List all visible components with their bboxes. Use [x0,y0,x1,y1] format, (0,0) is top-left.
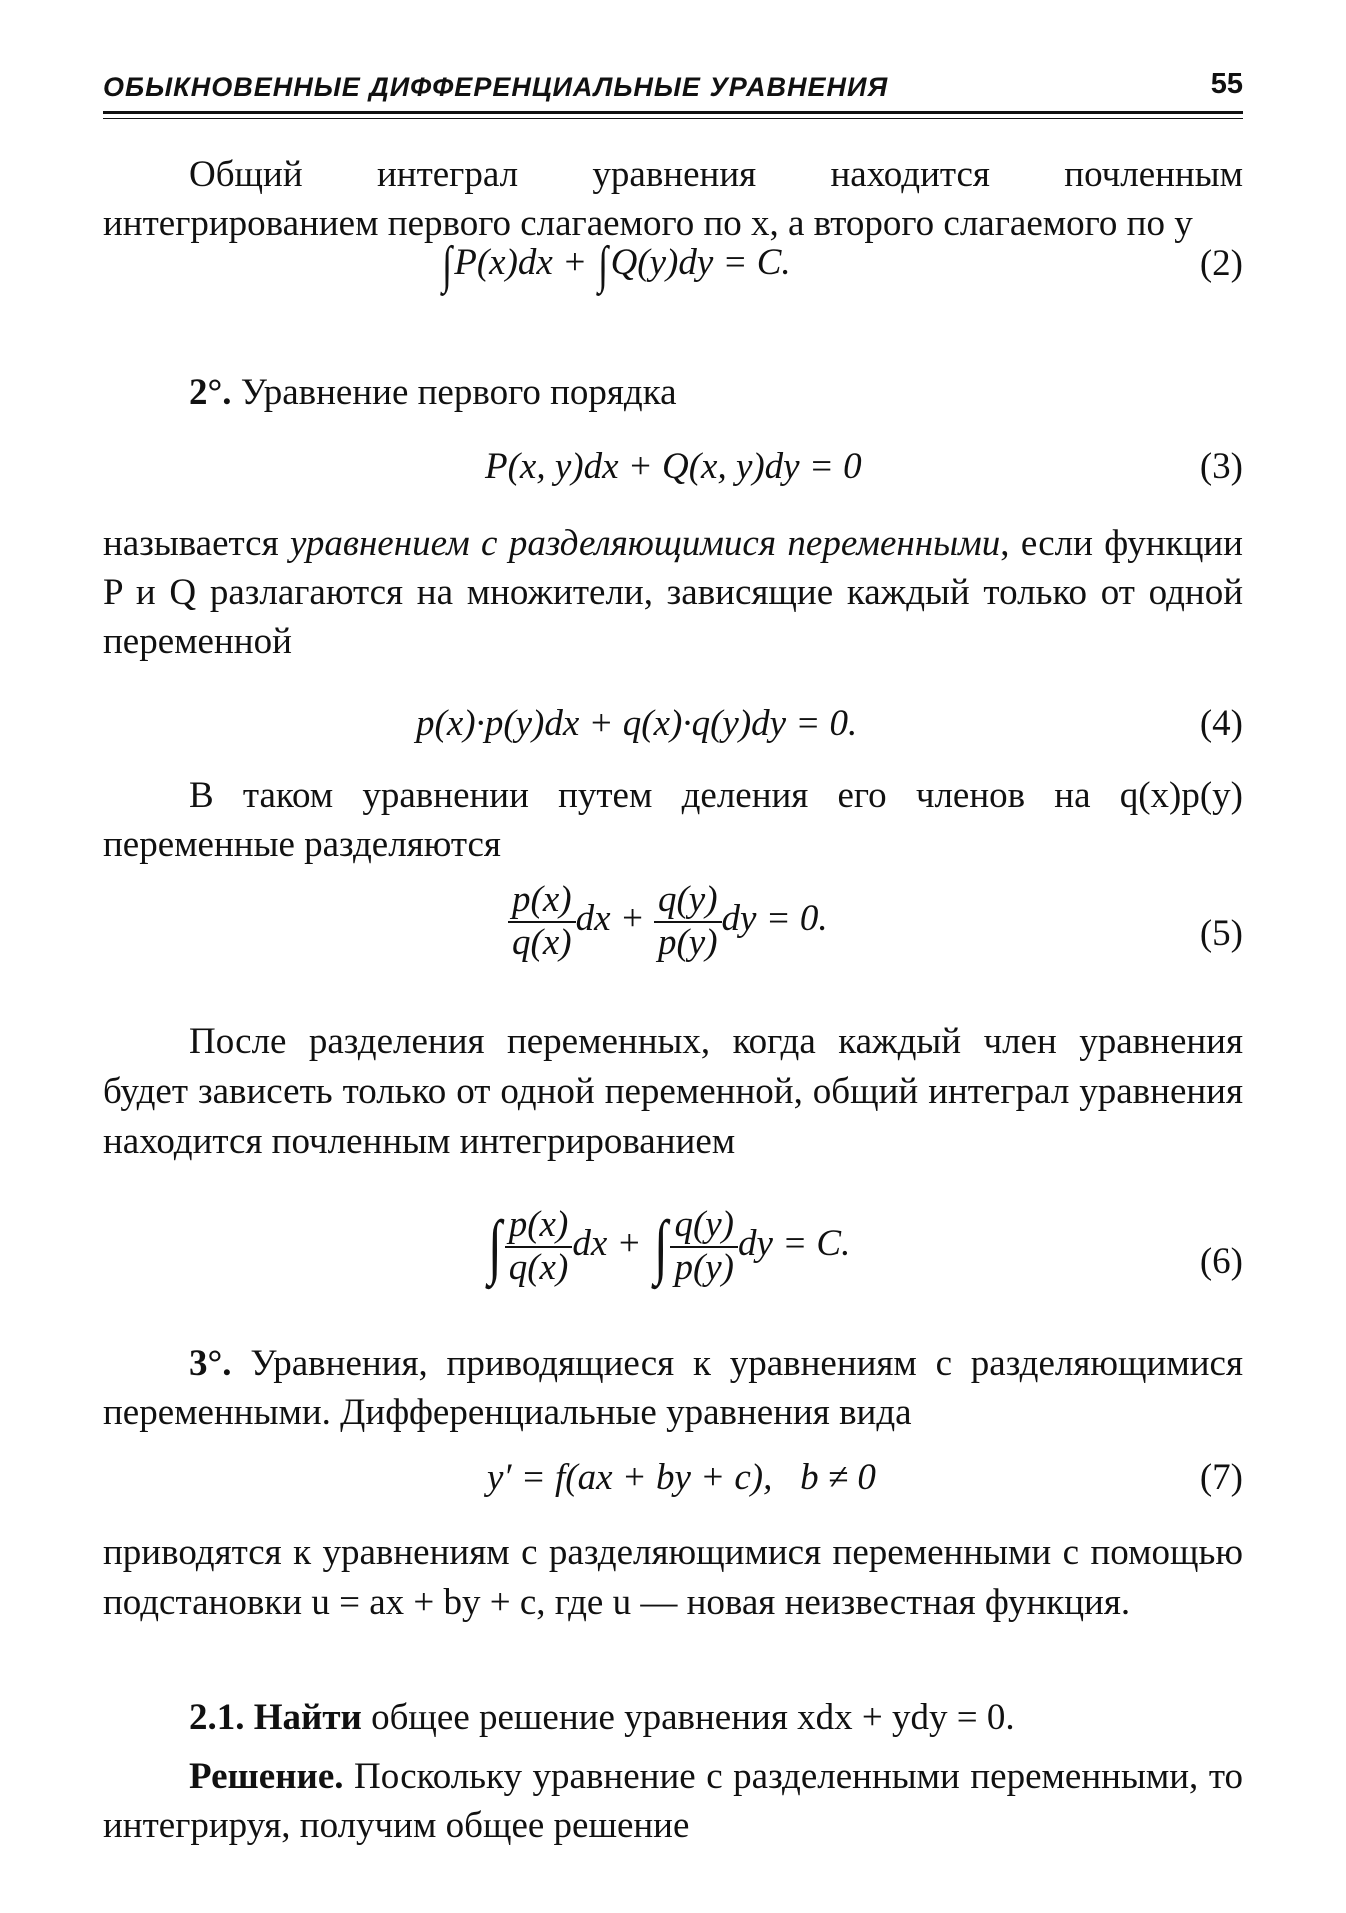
problem-label: 2.1. Найти [189,1697,362,1738]
paragraph-after-separation: После разделения переменных, когда каждый член уравнения будет зависеть только от одной переменной, общий интеграл уравнения находится почленным интегрированием [103,1021,1243,1162]
page-header [103,68,1243,112]
solution-label: Решение. [189,1756,344,1797]
denominator: p(y) [674,1246,735,1288]
equation-5-tail: dy = 0. [721,898,828,940]
emphasized-term: уравнением с разделяющимися переменными [289,523,1001,564]
equation-4-expr: p(x)·p(y)dx + q(x)·q(y)dy = 0. [416,703,858,744]
header-rule-thick [103,111,1243,114]
section-2-text: Уравнение первого порядка [231,372,677,413]
equation-7-expr: y′ = f(ax + by + c), b ≠ 0 [487,1457,876,1498]
equation-5-mid: dx + [575,898,654,940]
section-3-marker: 3°. [189,1343,232,1384]
paragraph-3-end: , если функции P и Q разлагаются на множители, зависящие каждый только от одной переменной [103,523,1243,662]
integral-sign: ∫ [442,237,453,294]
equation-2-number: (2) [1199,243,1243,284]
numerator: p(x) [508,880,576,923]
numerator: q(y) [654,880,722,923]
paragraph-separable-definition [103,519,1243,666]
paragraph-reducible [103,1339,1243,1437]
problem-2-1 [103,1693,1243,1742]
paragraph-substitution: приводятся к уравнениям с разделяющимися переменными с помощью подстановки u = ax + by + c, где u — новая неизвестная функция. [103,1532,1243,1623]
integral-sign: ∫ [653,1206,668,1287]
equation-5 [103,880,1243,990]
equation-3-number: (3) [1199,446,1243,487]
equation-5-number: (5) [1199,913,1243,954]
page-number: 55 [1210,68,1243,100]
denominator: q(x) [512,921,572,963]
equation-2 [103,236,1243,296]
fraction [505,1205,573,1288]
fraction [654,880,722,963]
equation-6-number: (6) [1199,1241,1243,1282]
equation-6-tail: dy = C. [738,1223,851,1265]
section-2-marker: 2°. [189,372,232,413]
paragraph-first-order [103,368,1243,417]
fraction [508,880,576,963]
solution-paragraph [103,1752,1243,1850]
equation-4 [103,702,1243,752]
equation-7 [103,1456,1243,1506]
equation-3 [103,445,1243,495]
numerator: p(x) [505,1205,573,1248]
solution-text: Поскольку уравнение с разделенными переменными, то интегрируя, получим общее решение [103,1756,1243,1846]
section-3-text: Уравнения, приводящиеся к уравнениям с разделяющимися переменными. Дифференциальные уравнения вида [103,1343,1243,1433]
denominator: q(x) [508,1246,569,1288]
equation-4-number: (4) [1199,703,1243,744]
equation-6 [103,1205,1243,1315]
integral-sign: ∫ [487,1206,502,1287]
equation-2-part1: P(x)dx + [454,241,597,283]
equation-7-number: (7) [1199,1457,1243,1498]
equation-2-part2: Q(y)dy = C. [610,241,791,283]
running-title: ОБЫКНОВЕННЫЕ ДИФФЕРЕНЦИАЛЬНЫЕ УРАВНЕНИЯ [103,72,889,102]
integral-sign: ∫ [598,237,609,294]
equation-3-expr: P(x, y)dx + Q(x, y)dy = 0 [485,446,862,487]
problem-text: общее решение уравнения xdx + ydy = 0. [361,1697,1015,1738]
equation-6-mid: dx + [572,1223,651,1265]
fraction [670,1205,738,1288]
paragraph-general-integral: Общий интеграл уравнения находится почленным интегрированием первого слагаемого по x, а второго слагаемого по y [103,154,1243,244]
numerator: q(y) [670,1205,738,1248]
paragraph-division: В таком уравнении путем деления его членов на q(x)p(y) переменные разделяются [103,775,1243,865]
paragraph-3-start: называется [103,523,290,564]
header-rule-thin [103,118,1243,119]
denominator: p(y) [657,921,718,963]
